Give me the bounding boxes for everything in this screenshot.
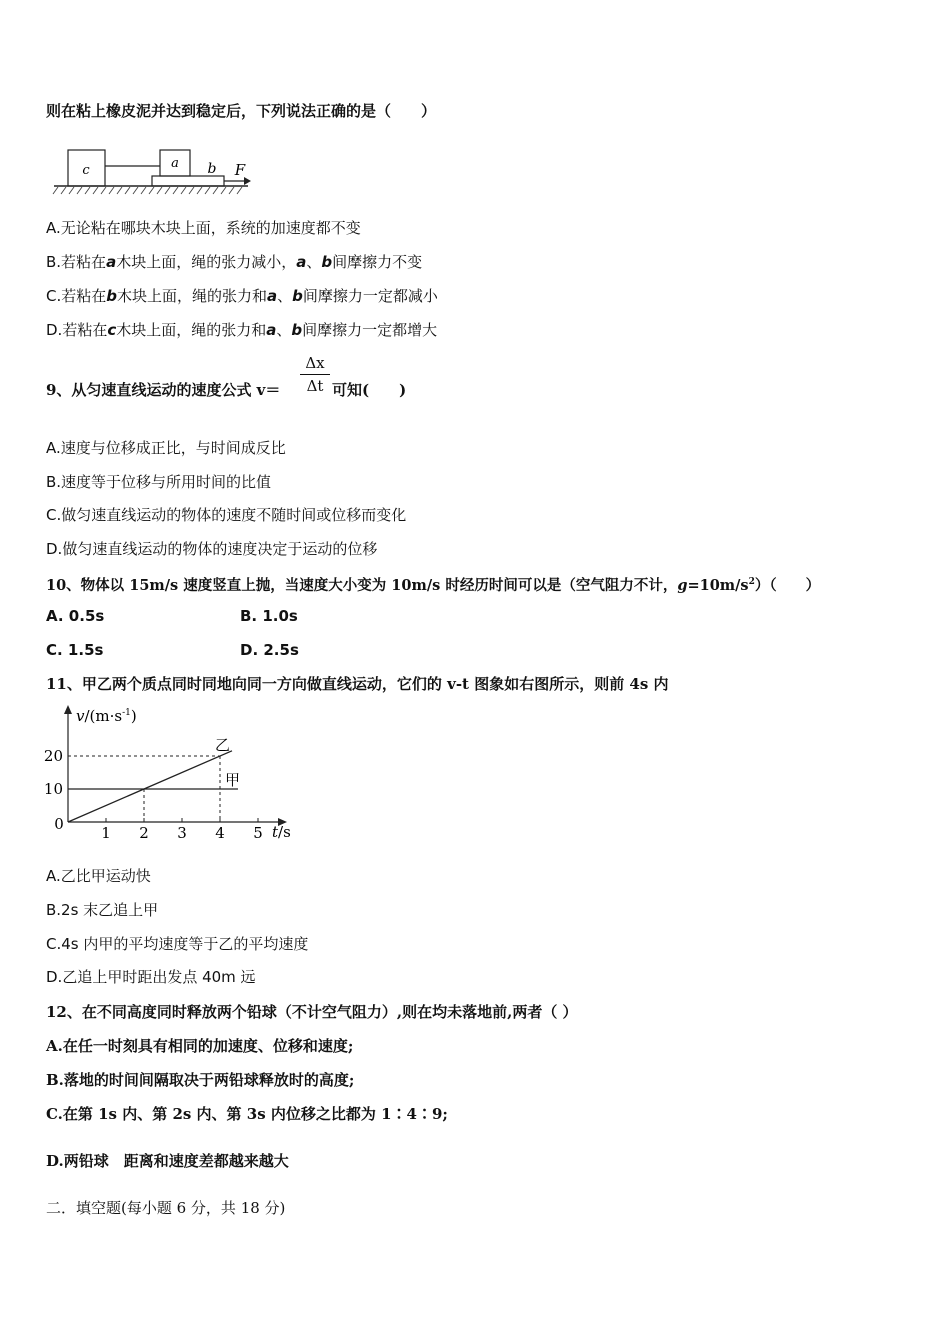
q9-option-c: C.做匀速直线运动的物体的速度不随时间或位移而变化 xyxy=(46,506,407,524)
q11-stem: 11、甲乙两个质点同时同地向同一方向做直线运动，它们的 v-t 图象如右图所示，则前 4s 内 xyxy=(46,675,669,693)
q12-stem: 12、在不同高度同时释放两个铅球（不计空气阻力）,则在均未落地前,两者（ ） xyxy=(46,1003,578,1021)
q11-option-b: B.2s 末乙追上甲 xyxy=(46,901,159,919)
q8-d-mid: 木块上面，绳的张力和 xyxy=(116,321,267,339)
q8-c-pre: C.若粘在 xyxy=(46,287,107,305)
q8-option-c xyxy=(46,286,438,306)
ground-hatch xyxy=(53,187,242,194)
q8-option-d xyxy=(46,320,437,340)
q8-d-v1: a xyxy=(266,321,277,339)
series-label-jia: 甲 xyxy=(225,771,241,789)
q8-b-var: a xyxy=(106,253,117,271)
q9-frac-numerator: Δx xyxy=(305,354,325,372)
q8-b-mid: 木块上面，绳的张力减小， xyxy=(116,253,297,271)
label-a: a xyxy=(171,156,179,171)
q11-option-c: C.4s 内甲的平均速度等于乙的平均速度 xyxy=(46,935,309,953)
x-tick-label-3: 3 xyxy=(177,824,187,842)
q8-c-v2: b xyxy=(292,287,303,305)
series-label-yi: 乙 xyxy=(215,736,231,754)
q8-c-post: 间摩擦力一定都减小 xyxy=(302,287,438,305)
vt-graph xyxy=(40,702,300,848)
x-tick-label-2: 2 xyxy=(139,824,149,842)
q8-c-var: b xyxy=(106,287,117,305)
q12-option-c: C.在第 1s 内、第 2s 内、第 3s 内位移之比都为 1∶4∶9; xyxy=(46,1105,448,1123)
q9-frac-denominator: Δt xyxy=(306,377,324,395)
q8-b-pre: B.若粘在 xyxy=(46,253,107,271)
q9-stem-post: 可知( ) xyxy=(332,381,407,399)
x-tick-label-4: 4 xyxy=(215,824,225,842)
x-label-unit: /s xyxy=(278,823,291,841)
y-axis-label xyxy=(76,707,137,725)
q8-option-a: A.无论粘在哪块木块上面，系统的加速度都不变 xyxy=(46,219,361,237)
q8-c-v1: a xyxy=(267,287,278,305)
q10-g-var: g xyxy=(677,576,688,594)
q8-b-post: 间摩擦力不变 xyxy=(332,253,423,271)
series-line-yi xyxy=(68,751,232,822)
q12-option-b: B.落地的时间间隔取决于两铅球释放时的高度; xyxy=(46,1071,355,1089)
q9-option-a: A.速度与位移成正比，与时间成反比 xyxy=(46,439,286,457)
y-tick-label-20: 20 xyxy=(43,747,63,765)
y-label-var: v xyxy=(76,707,85,725)
label-F: F xyxy=(234,161,246,179)
label-b: b xyxy=(207,161,217,177)
q8-c-sep: 、 xyxy=(277,287,293,305)
y-label-unit: /(m·s xyxy=(84,707,123,725)
q8-c-mid: 木块上面，绳的张力和 xyxy=(117,287,268,305)
q10-g-val: =10m/s xyxy=(687,576,749,594)
y-tick-label-10: 10 xyxy=(43,780,63,798)
q9-frac-bar xyxy=(300,374,330,375)
block-b xyxy=(152,176,224,186)
q9-option-d: D.做匀速直线运动的物体的速度决定于运动的位移 xyxy=(46,540,378,558)
q8-b-sep: 、 xyxy=(306,253,322,271)
label-c: c xyxy=(82,163,90,178)
y-label-exp: -1 xyxy=(122,708,131,718)
x-label-var: t xyxy=(272,823,279,841)
q10-option-c: C. 1.5s xyxy=(46,641,104,659)
x-tick-label-5: 5 xyxy=(253,824,263,842)
q8-d-v2: b xyxy=(291,321,303,339)
q11-option-a: A.乙比甲运动快 xyxy=(46,867,151,885)
q8-block-diagram xyxy=(52,144,252,196)
q12-option-d: D.两铅球 距离和速度差都越来越大 xyxy=(46,1152,289,1170)
q8-b-v1: a xyxy=(296,253,307,271)
q8-d-var: c xyxy=(107,321,117,339)
q8-d-pre: D.若粘在 xyxy=(46,321,108,339)
q12-option-a: A.在任一时刻具有相同的加速度、位移和速度; xyxy=(46,1037,354,1055)
q11-option-d: D.乙追上甲时距出发点 40m 远 xyxy=(46,968,256,986)
x-axis-label xyxy=(272,823,291,841)
q8-option-b xyxy=(46,252,422,272)
q8-stem: 则在粘上橡皮泥并达到稳定后，下列说法正确的是（ ） xyxy=(46,102,437,120)
q9-velocity-fraction xyxy=(300,353,330,396)
q10-option-a: A. 0.5s xyxy=(46,607,105,625)
q10-option-d: D. 2.5s xyxy=(240,641,299,659)
q10-stem xyxy=(46,572,820,596)
q8-d-post: 间摩擦力一定都增大 xyxy=(302,321,438,339)
x-tick-label-1: 1 xyxy=(101,824,111,842)
q10-stem-post: ）（ ） xyxy=(754,576,821,594)
y-axis-arrow xyxy=(64,705,72,714)
q10-g-sup: 2 xyxy=(748,577,755,587)
q8-b-v2: b xyxy=(321,253,333,271)
q10-option-b: B. 1.0s xyxy=(240,607,298,625)
section-2-heading: 二．填空题(每小题 6 分，共 18 分) xyxy=(46,1199,286,1217)
q8-d-sep: 、 xyxy=(276,321,292,339)
q9-stem-pre: 9、从匀速直线运动的速度公式 v＝ xyxy=(46,381,281,399)
y-label-close: ) xyxy=(130,707,137,725)
q9-option-b: B.速度等于位移与所用时间的比值 xyxy=(46,473,272,491)
origin-label: 0 xyxy=(54,815,64,833)
q10-stem-pre: 10、物体以 15m/s 速度竖直上抛，当速度大小变为 10m/s 时经历时间可以是（空气阻力不计， xyxy=(46,576,678,594)
